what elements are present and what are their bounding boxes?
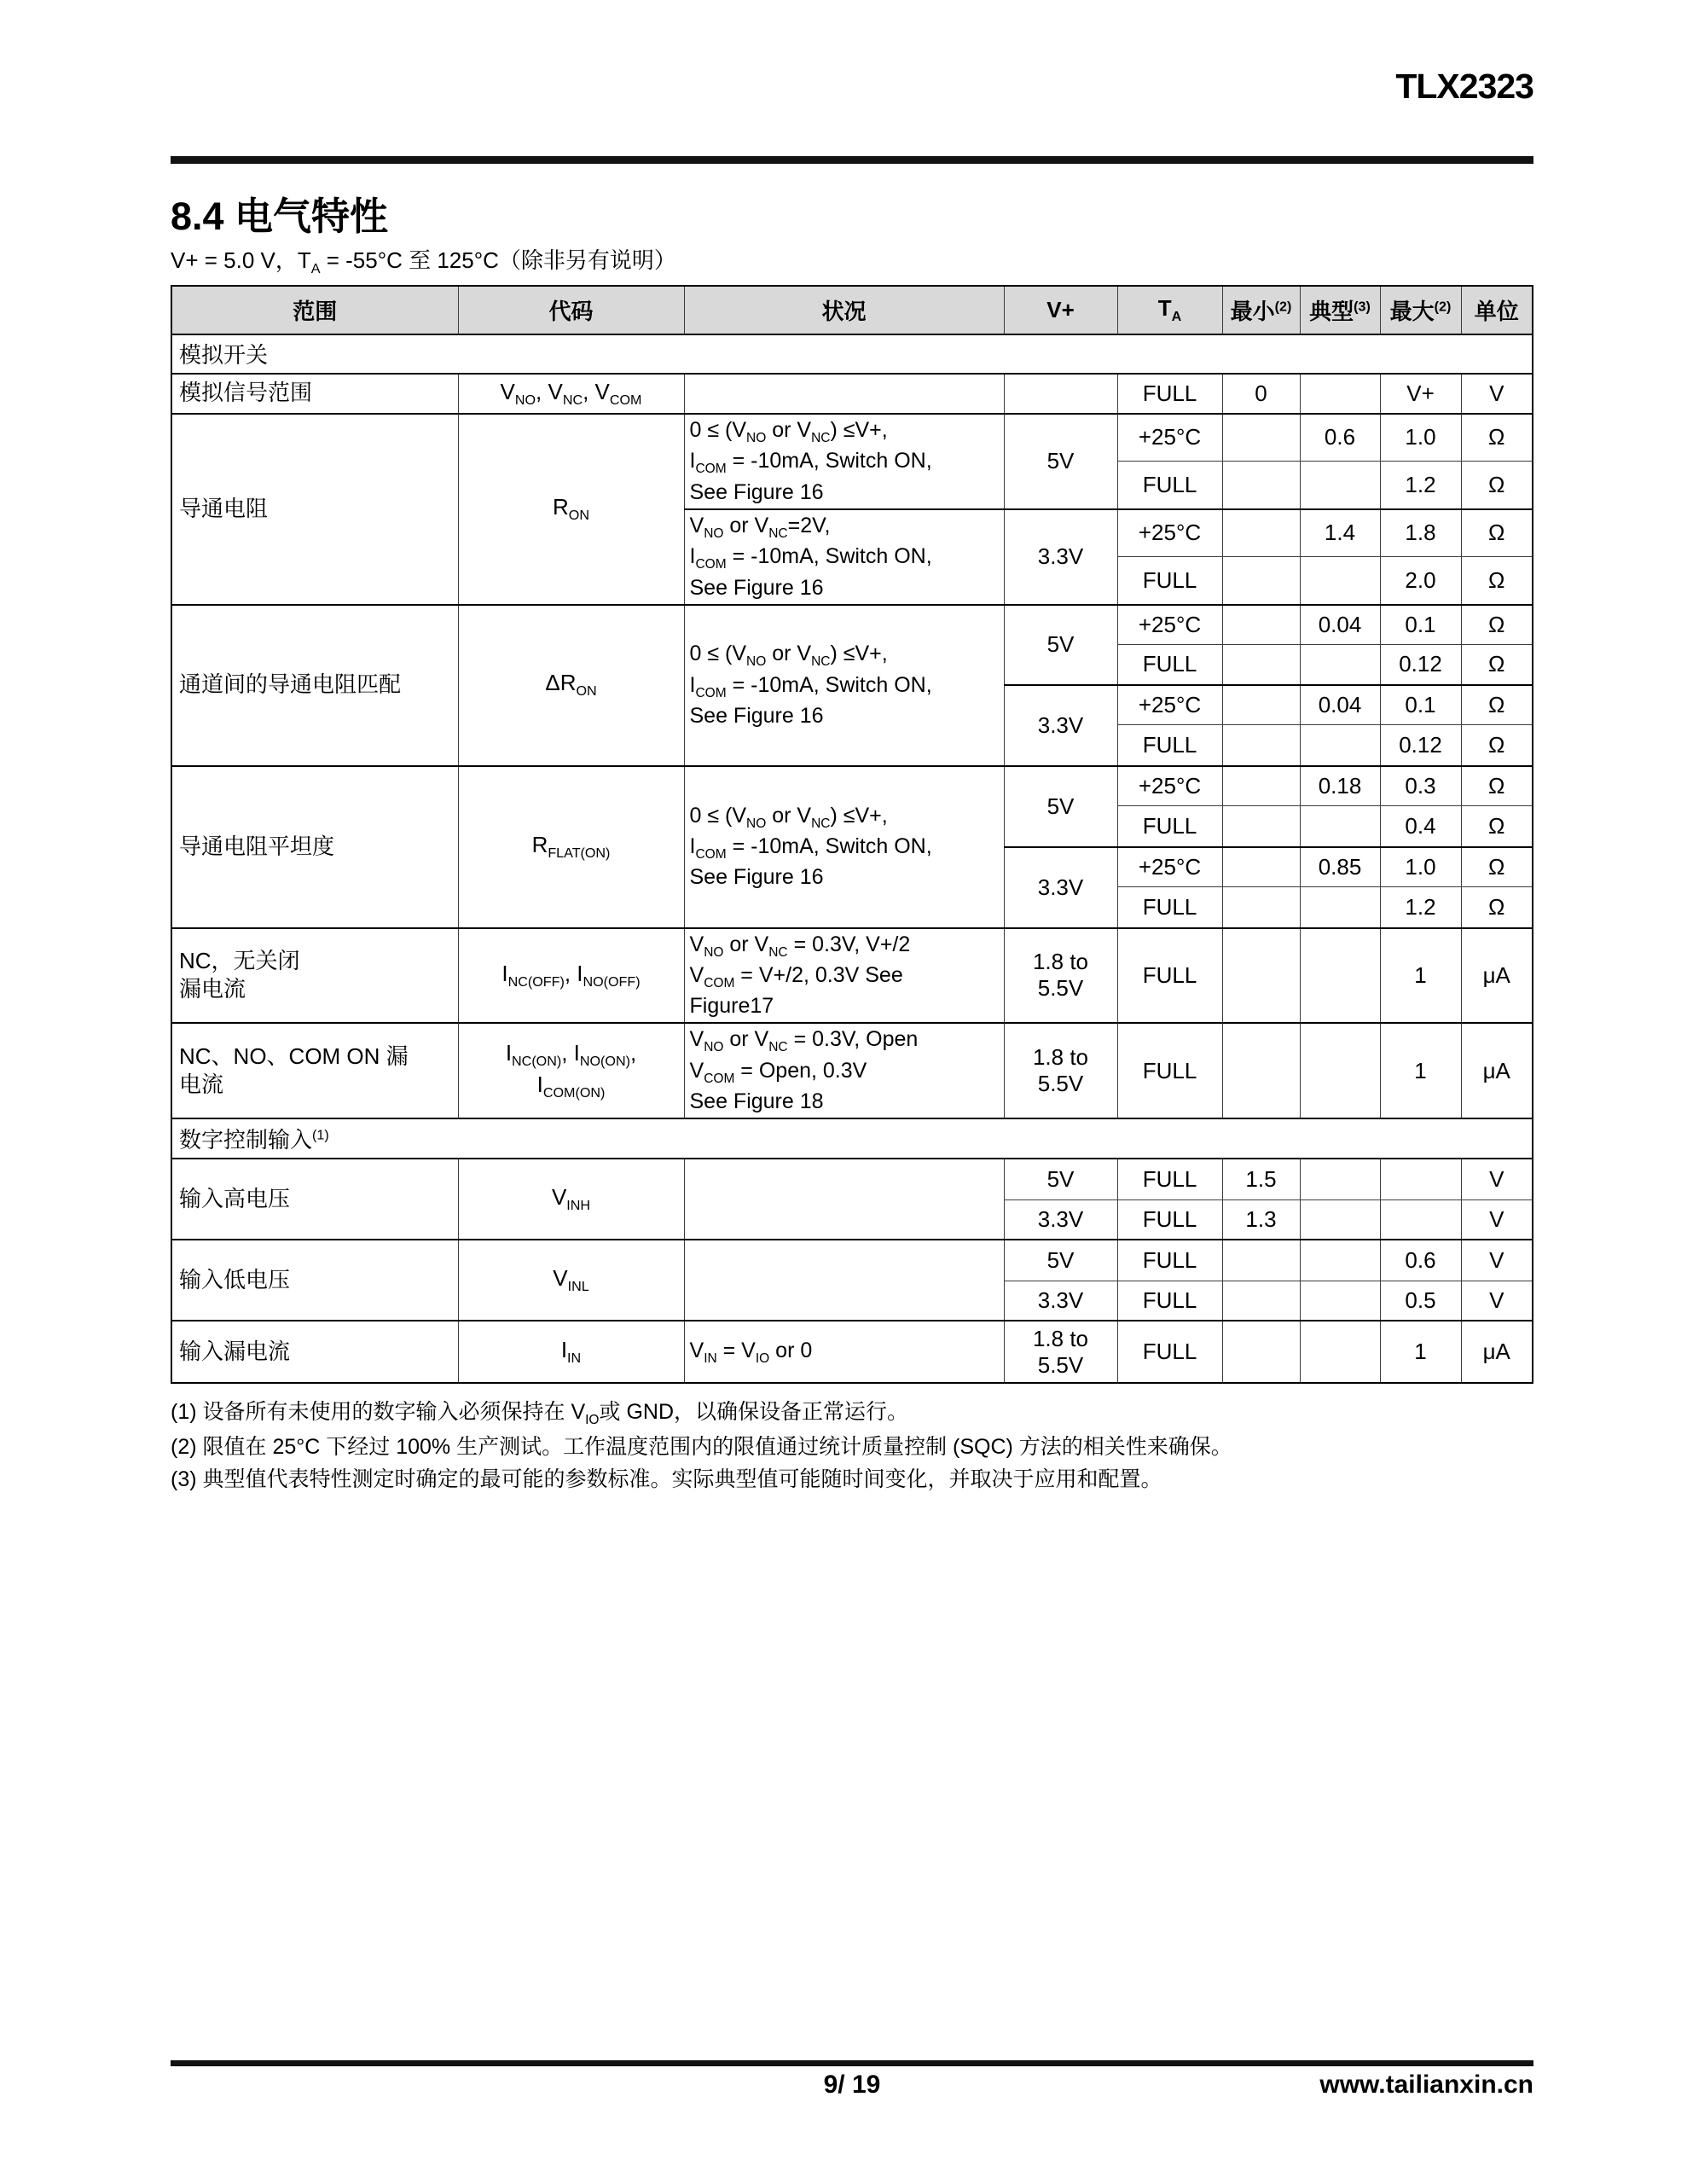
value-cell: FULL: [1117, 1281, 1222, 1321]
section-header-cell: 数字控制输入$^{(1)}$: [171, 1118, 1533, 1159]
value-cell: 1: [1380, 928, 1461, 1024]
param-cell: 输入高电压: [171, 1159, 458, 1240]
condition-cell: [684, 374, 1004, 414]
value-cell: 0.85: [1300, 847, 1380, 887]
value-cell: 1.2: [1380, 461, 1461, 509]
value-cell: [1300, 1321, 1380, 1383]
symbol-cell: $I_{NC(OFF)}$, $I_{NO(OFF)}$: [458, 928, 684, 1024]
value-cell: [1222, 1023, 1300, 1118]
value-cell: [1222, 685, 1300, 725]
value-cell: [1300, 461, 1380, 509]
value-cell: 1: [1380, 1023, 1461, 1118]
table-row: [171, 414, 1533, 461]
condition-cell: $V_{NO}$ or $V_{NC} = 0.3V$, V+/2 $V_{COM} = V+/2$, 0.3V See Figure17: [684, 928, 1004, 1024]
value-cell: 1: [1380, 1321, 1461, 1383]
column-header-cell: 最大$^{(2)}$: [1380, 286, 1461, 334]
value-cell: [1300, 887, 1380, 928]
footnote: (3) 典型值代表特性测定时确定的最可能的参数标准。实际典型值可能随时间变化，并取决于应用和配置。: [171, 1467, 1162, 1491]
symbol-cell: $V_{NO}$, $V_{NC}$, $V_{COM}$: [458, 374, 684, 414]
value-cell: Ω: [1461, 509, 1533, 556]
value-cell: Ω: [1461, 766, 1533, 806]
value-cell: Ω: [1461, 847, 1533, 887]
test-conditions: V+ = 5.0 V，$T_A = -55^\circ C$ 至 125°C（除非另有说明）: [171, 247, 676, 277]
value-cell: 1.8 to 5.5V: [1004, 1321, 1117, 1383]
value-cell: FULL: [1117, 374, 1222, 414]
symbol-cell: $V_{INH}$: [458, 1159, 684, 1240]
value-cell: 1.3: [1222, 1199, 1300, 1240]
table-row: [171, 1118, 1533, 1159]
value-cell: 5V: [1004, 766, 1117, 847]
value-cell: FULL: [1117, 1159, 1222, 1199]
column-header-cell: 单位: [1461, 286, 1533, 334]
page-content: [171, 197, 1533, 1496]
param-cell: NC、NO、COM ON 漏 电流: [171, 1023, 458, 1118]
value-cell: FULL: [1117, 887, 1222, 928]
page-number: 9/ 19: [823, 2071, 881, 2099]
value-cell: FULL: [1117, 556, 1222, 605]
param-cell: 导通电阻: [171, 414, 458, 605]
value-cell: [1222, 509, 1300, 556]
value-cell: Ω: [1461, 645, 1533, 685]
value-cell: 1.2: [1380, 887, 1461, 928]
footnote: (1) 设备所有未使用的数字输入必须保持在 $V_{IO}$或 GND，以确保设备正常运行。: [171, 1400, 909, 1428]
param-cell: 输入低电压: [171, 1240, 458, 1321]
value-cell: 1.5: [1222, 1159, 1300, 1199]
value-cell: [1222, 556, 1300, 605]
value-cell: 5V: [1004, 1159, 1117, 1199]
condition-cell: $0 \le (V_{NO}$ or $V_{NC}) \le V+$, $I_{COM} = -10mA$, Switch ON, See Figure 16: [684, 414, 1004, 509]
value-cell: [1300, 1240, 1380, 1281]
table-row: [171, 286, 1533, 334]
value-cell: 5V: [1004, 605, 1117, 685]
param-cell: 输入漏电流: [171, 1321, 458, 1383]
value-cell: [1222, 806, 1300, 847]
value-cell: [1222, 887, 1300, 928]
value-cell: [1300, 556, 1380, 605]
column-header-cell: 最小$^{(2)}$: [1222, 286, 1300, 334]
value-cell: [1222, 725, 1300, 766]
value-cell: +25°C: [1117, 766, 1222, 806]
value-cell: V: [1461, 374, 1533, 414]
column-header-cell: 典型$^{(3)}$: [1300, 286, 1380, 334]
table-row: [171, 766, 1533, 806]
value-cell: 1.4: [1300, 509, 1380, 556]
value-cell: 0.6: [1380, 1240, 1461, 1281]
value-cell: [1222, 645, 1300, 685]
param-cell: NC，无关闭 漏电流: [171, 928, 458, 1024]
param-cell: 通道间的导通电阻匹配: [171, 605, 458, 766]
symbol-cell: $V_{INL}$: [458, 1240, 684, 1321]
value-cell: +25°C: [1117, 509, 1222, 556]
value-cell: FULL: [1117, 461, 1222, 509]
value-cell: +25°C: [1117, 414, 1222, 461]
section-header-cell: 模拟开关: [171, 334, 1533, 374]
value-cell: 0.6: [1300, 414, 1380, 461]
value-cell: 3.3V: [1004, 685, 1117, 766]
value-cell: Ω: [1461, 887, 1533, 928]
table-row: [171, 334, 1533, 374]
footnotes: [171, 1396, 1533, 1496]
value-cell: Ω: [1461, 685, 1533, 725]
value-cell: FULL: [1117, 1199, 1222, 1240]
value-cell: 0.12: [1380, 725, 1461, 766]
spec-table: [171, 285, 1533, 1385]
section-heading: 8.4 电气特性: [171, 195, 389, 238]
column-header-cell: 代码: [458, 286, 684, 334]
condition-cell: $V_{NO}$ or $V_{NC} = 0.3V$, Open $V_{COM}$ = Open, 0.3V See Figure 18: [684, 1023, 1004, 1118]
value-cell: 3.3V: [1004, 509, 1117, 605]
value-cell: [1222, 1240, 1300, 1281]
column-header-cell: 范围: [171, 286, 458, 334]
value-cell: 0.04: [1300, 685, 1380, 725]
value-cell: [1222, 461, 1300, 509]
value-cell: μA: [1461, 928, 1533, 1024]
condition-cell: $V_{NO}$ or $V_{NC}=2V$, $I_{COM} = -10mA$, Switch ON, See Figure 16: [684, 509, 1004, 605]
value-cell: [1222, 414, 1300, 461]
value-cell: V: [1461, 1199, 1533, 1240]
value-cell: [1222, 847, 1300, 887]
condition-cell: [684, 1159, 1004, 1240]
value-cell: Ω: [1461, 461, 1533, 509]
value-cell: 1.0: [1380, 414, 1461, 461]
value-cell: 2.0: [1380, 556, 1461, 605]
value-cell: Ω: [1461, 556, 1533, 605]
symbol-cell: $I_{IN}$: [458, 1321, 684, 1383]
value-cell: 1.8 to 5.5V: [1004, 928, 1117, 1024]
value-cell: [1300, 725, 1380, 766]
value-cell: FULL: [1117, 1023, 1222, 1118]
footer-rule: [171, 2060, 1533, 2066]
value-cell: +25°C: [1117, 847, 1222, 887]
symbol-cell: $\Delta R_{ON}$: [458, 605, 684, 766]
value-cell: [1300, 1023, 1380, 1118]
value-cell: [1300, 1281, 1380, 1321]
value-cell: Ω: [1461, 725, 1533, 766]
value-cell: [1300, 1199, 1380, 1240]
table-row: [171, 1023, 1533, 1118]
condition-cell: [684, 1240, 1004, 1321]
value-cell: [1300, 1159, 1380, 1199]
value-cell: 0.4: [1380, 806, 1461, 847]
value-cell: 0.04: [1300, 605, 1380, 645]
value-cell: V: [1461, 1240, 1533, 1281]
param-cell: 模拟信号范围: [171, 374, 458, 414]
condition-cell: $0 \le (V_{NO}$ or $V_{NC}) \le V+$, $I_{COM} = -10mA$, Switch ON, See Figure 16: [684, 605, 1004, 766]
value-cell: 3.3V: [1004, 1199, 1117, 1240]
table-row: [171, 928, 1533, 1024]
value-cell: [1300, 806, 1380, 847]
value-cell: 0.3: [1380, 766, 1461, 806]
symbol-cell: $R_{ON}$: [458, 414, 684, 605]
value-cell: [1222, 1321, 1300, 1383]
value-cell: 3.3V: [1004, 1281, 1117, 1321]
value-cell: [1300, 645, 1380, 685]
value-cell: +25°C: [1117, 605, 1222, 645]
value-cell: FULL: [1117, 1240, 1222, 1281]
value-cell: [1222, 928, 1300, 1024]
table-row: [171, 605, 1533, 645]
value-cell: FULL: [1117, 725, 1222, 766]
footnote: (2) 限值在 25°C 下经过 100% 生产测试。工作温度范围内的限值通过统计质量控制 (SQC) 方法的相关性来确保。: [171, 1434, 1232, 1459]
value-cell: FULL: [1117, 645, 1222, 685]
value-cell: FULL: [1117, 806, 1222, 847]
value-cell: 1.0: [1380, 847, 1461, 887]
param-cell: 导通电阻平坦度: [171, 766, 458, 928]
column-header-cell: V+: [1004, 286, 1117, 334]
value-cell: [1222, 766, 1300, 806]
value-cell: μA: [1461, 1023, 1533, 1118]
header-rule: [171, 156, 1533, 164]
value-cell: FULL: [1117, 928, 1222, 1024]
value-cell: 5V: [1004, 1240, 1117, 1281]
value-cell: [1222, 1281, 1300, 1321]
value-cell: V+: [1380, 374, 1461, 414]
value-cell: Ω: [1461, 605, 1533, 645]
value-cell: 0.1: [1380, 685, 1461, 725]
table-row: [171, 1240, 1533, 1281]
value-cell: 0: [1222, 374, 1300, 414]
column-header-cell: $T_A$: [1117, 286, 1222, 334]
condition-cell: $0 \le (V_{NO}$ or $V_{NC}) \le V+$, $I_{COM} = -10mA$, Switch ON, See Figure 16: [684, 766, 1004, 928]
symbol-cell: $R_{FLAT(ON)}$: [458, 766, 684, 928]
footer-website: www.tailianxin.cn: [1319, 2071, 1533, 2099]
value-cell: 0.1: [1380, 605, 1461, 645]
value-cell: Ω: [1461, 414, 1533, 461]
value-cell: [1300, 374, 1380, 414]
value-cell: [1380, 1199, 1461, 1240]
value-cell: 0.5: [1380, 1281, 1461, 1321]
value-cell: FULL: [1117, 1321, 1222, 1383]
value-cell: 3.3V: [1004, 847, 1117, 928]
value-cell: +25°C: [1117, 685, 1222, 725]
value-cell: 1.8: [1380, 509, 1461, 556]
value-cell: Ω: [1461, 806, 1533, 847]
symbol-cell: $I_{NC(ON)}$, $I_{NO(ON)}$, $I_{COM(ON)}$: [458, 1023, 684, 1118]
value-cell: 0.18: [1300, 766, 1380, 806]
doc-title: TLX2323: [1395, 67, 1533, 106]
value-cell: [1380, 1159, 1461, 1199]
value-cell: [1222, 605, 1300, 645]
table-row: [171, 1159, 1533, 1199]
value-cell: [1004, 374, 1117, 414]
value-cell: μA: [1461, 1321, 1533, 1383]
column-header-cell: 状况: [684, 286, 1004, 334]
value-cell: V: [1461, 1281, 1533, 1321]
condition-cell: $V_{IN} = V_{IO}$ or 0: [684, 1321, 1004, 1383]
value-cell: 5V: [1004, 414, 1117, 509]
value-cell: V: [1461, 1159, 1533, 1199]
value-cell: 0.12: [1380, 645, 1461, 685]
value-cell: 1.8 to 5.5V: [1004, 1023, 1117, 1118]
value-cell: [1300, 928, 1380, 1024]
table-row: [171, 1321, 1533, 1383]
table-row: [171, 374, 1533, 414]
